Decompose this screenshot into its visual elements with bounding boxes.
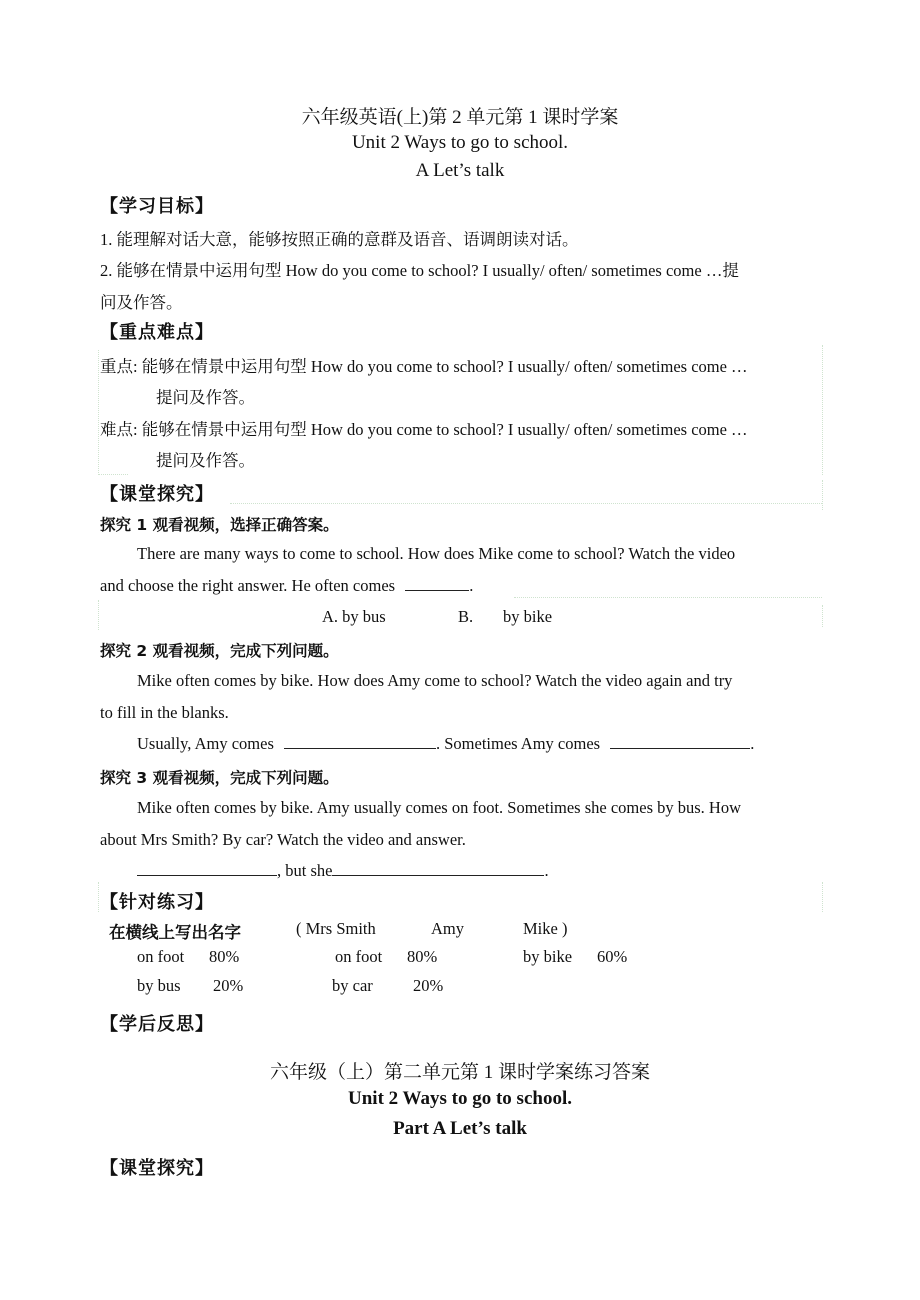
- option-b-text[interactable]: by bike: [503, 607, 553, 626]
- difficulty-cont: 提问及作答。: [156, 451, 255, 470]
- answer-blank-sometimes[interactable]: [610, 734, 750, 749]
- col2-row1-pct: 80%: [407, 947, 438, 966]
- answers-subtitle: Part A Let’s talk: [393, 1118, 527, 1139]
- task2-fill-b: . Sometimes Amy comes: [436, 734, 601, 753]
- col1-row2-pct: 20%: [213, 976, 244, 995]
- inquiry-heading: 【课堂探究】: [100, 484, 214, 505]
- col1-row2-mode: by bus: [137, 976, 181, 995]
- task2-title: 探究 2 观看视频，完成下列问题。: [100, 642, 339, 660]
- col3-row1-pct: 60%: [597, 947, 628, 966]
- guide-line: [822, 605, 823, 627]
- worksheet-subtitle: A Let’s talk: [415, 160, 505, 181]
- col2-row1-mode: on foot: [335, 947, 383, 966]
- task3-fill-line: [137, 861, 549, 881]
- guide-line: [230, 503, 822, 504]
- task3-line2: about Mrs Smith? By car? Watch the video and answer.: [100, 830, 466, 849]
- guide-line: [822, 882, 823, 912]
- task2-line1: Mike often comes by bike. How does Amy come to school? Watch the video again and try: [137, 671, 733, 690]
- period: .: [544, 861, 549, 880]
- answers-inquiry-heading: 【课堂探究】: [100, 1158, 214, 1179]
- col2-row2-mode: by car: [332, 976, 373, 995]
- practice-instruction: 在横线上写出名字: [109, 923, 241, 942]
- guide-line: [514, 597, 822, 598]
- answer-blank-mrs-smith[interactable]: [137, 861, 277, 876]
- worksheet-title-cn: 六年级英语(上)第 2 单元第 1 课时学案: [301, 107, 619, 128]
- guide-line: [98, 882, 99, 912]
- difficulty-label: 难点:: [100, 420, 138, 439]
- col3-row1-mode: by bike: [523, 947, 573, 966]
- col2-row2-pct: 20%: [413, 976, 444, 995]
- option-a[interactable]: A. by bus: [322, 607, 386, 626]
- answer-blank[interactable]: [405, 576, 469, 591]
- task2-line2: to fill in the blanks.: [100, 703, 229, 722]
- option-b-label[interactable]: B.: [458, 607, 474, 626]
- task2-fill-a: Usually, Amy comes: [137, 734, 274, 753]
- task1-line1: There are many ways to come to school. How does Mike come to school? Watch the video: [137, 544, 736, 563]
- task1-question: and choose the right answer. He often comes: [100, 576, 396, 595]
- answers-title-cn: 六年级（上）第二单元第 1 课时学案练习答案: [269, 1062, 650, 1083]
- worksheet-title-en: Unit 2 Ways to go to school.: [351, 132, 569, 153]
- task1-title: 探究 1 观看视频，选择正确答案。: [100, 516, 339, 534]
- difficulty-line: [100, 416, 748, 440]
- reflection-heading: 【学后反思】: [100, 1014, 214, 1035]
- focus-line: [100, 353, 748, 377]
- objective-item-2: 2. 能够在情景中运用句型 How do you come to school? I usually/ often/ sometimes come …提: [100, 261, 739, 280]
- focus-text: 能够在情景中运用句型 How do you come to school? I usually/ often/ sometimes come …: [141, 357, 748, 376]
- guide-line: [822, 345, 823, 475]
- focus-label: 重点:: [100, 357, 138, 376]
- answer-blank-but-she[interactable]: [332, 861, 544, 876]
- key-points-heading: 【重点难点】: [100, 322, 214, 343]
- task1-line2: [100, 576, 473, 596]
- name-option-mrs-smith: ( Mrs Smith: [296, 919, 376, 938]
- period: .: [469, 576, 474, 595]
- task2-fill-line: [137, 734, 754, 754]
- difficulty-text: 能够在情景中运用句型 How do you come to school? I usually/ often/ sometimes come …: [141, 420, 748, 439]
- guide-line: [822, 480, 823, 510]
- col1-row1-pct: 80%: [209, 947, 240, 966]
- objective-item-2-cont: 问及作答。: [100, 293, 183, 312]
- col1-row1-mode: on foot: [137, 947, 185, 966]
- guide-line: [98, 474, 128, 475]
- objective-item-1: 1. 能理解对话大意，能够按照正确的意群及语音、语调朗读对话。: [100, 230, 579, 249]
- guide-line: [98, 600, 99, 630]
- practice-heading: 【针对练习】: [100, 892, 214, 913]
- task3-fill-mid: , but she: [277, 861, 333, 880]
- task3-title: 探究 3 观看视频，完成下列问题。: [100, 769, 339, 787]
- answer-blank-usually[interactable]: [284, 734, 436, 749]
- name-option-mike: Mike ): [523, 919, 568, 938]
- guide-line: [98, 350, 99, 475]
- focus-cont: 提问及作答。: [156, 388, 255, 407]
- answers-title-en: Unit 2 Ways to go to school.: [348, 1088, 572, 1109]
- name-option-amy: Amy: [431, 919, 464, 938]
- task3-line1: Mike often comes by bike. Amy usually comes on foot. Sometimes she comes by bus. How: [137, 798, 742, 817]
- objectives-heading: 【学习目标】: [100, 196, 214, 217]
- period: .: [750, 734, 755, 753]
